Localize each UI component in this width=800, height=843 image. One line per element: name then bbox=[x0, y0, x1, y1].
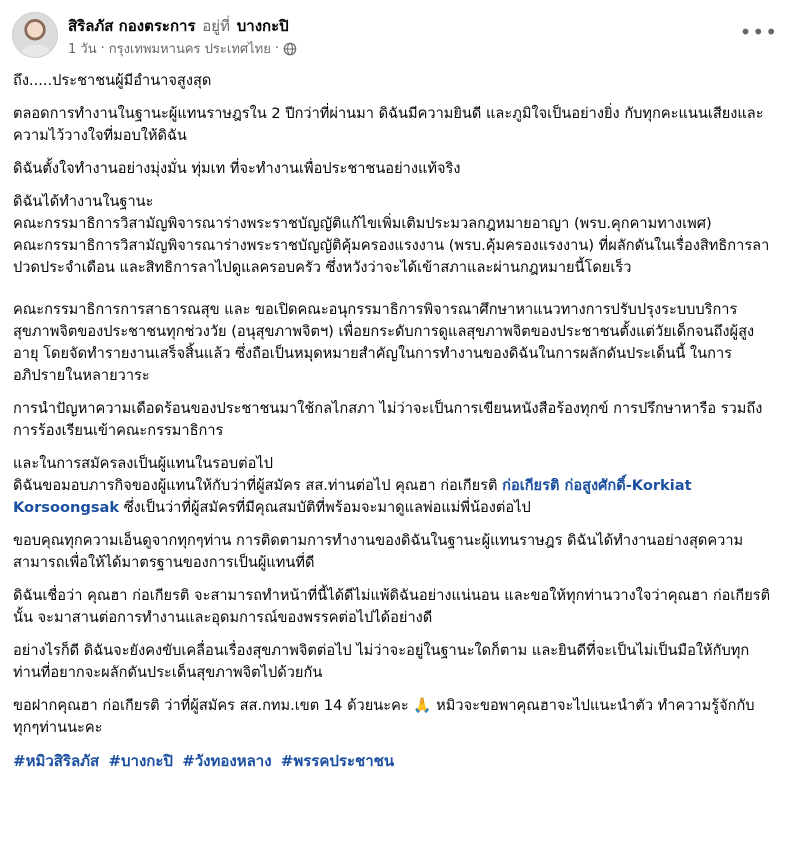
line: ซึ่งเป็นว่าที่ผู้สมัครที่มีคุณสมบัติที่พร้อมจะมาดูแลพ่อแม่พี่น้องต่อไป bbox=[119, 499, 531, 516]
paragraph bbox=[13, 191, 773, 279]
folded-hands-emoji: 🙏 bbox=[413, 697, 432, 714]
paragraph bbox=[13, 453, 773, 519]
line: คณะกรรมาธิการวิสามัญพิจารณาร่างพระราชบัญญัติคุ้มครองแรงงาน (พรบ.คุ้มครองแรงงาน) ที่ผลักดันในเรื่องสิทธิการลาปวดประจำเดือน และสิทธิการลาไปดูแลครอบครัว ซึ่งหวังว่าจะได้เข้าสภาและผ่านกฎหมายนี้โดยเร็ว bbox=[13, 237, 770, 276]
line: และในการสมัครลงเป็นผู้แทนในรอบต่อไป bbox=[13, 455, 273, 472]
separator-dot: · bbox=[100, 41, 105, 56]
tagged-page-link[interactable]: ก่อเกียรติ ก่อสูงศักดิ์-Korkiat Korsoongsak bbox=[13, 477, 692, 516]
hashtags bbox=[13, 750, 773, 772]
paragraph: ขอบคุณทุกความเอ็นดูจากทุกๆท่าน การติดตามการทำงานของดิฉันในฐานะผู้แทนราษฎร ดิฉันได้ทำงานอย่างสุดความสามารถเพื่อให้ได้มาตรฐานของการเป็นผู้แทนที่ดี bbox=[13, 532, 744, 571]
paragraph: ถึง.....ประชาชนผู้มีอำนาจสูงสุด bbox=[13, 72, 212, 89]
line: หมิวจะขอพาคุณฮาจะไปแนะนำตัว ทำความรู้จักกับทุกๆท่านนะคะ bbox=[13, 697, 755, 736]
paragraph bbox=[13, 695, 773, 739]
globe-icon[interactable] bbox=[283, 42, 297, 56]
line: คณะกรรมาธิการวิสามัญพิจารณาร่างพระราชบัญญัติแก้ไขเพิ่มเติมประมวลกฎหมายอาญา (พรบ.คุกคามทางเพศ) bbox=[13, 215, 712, 232]
hashtag-link[interactable]: #หมิวสิริลภัส bbox=[13, 752, 100, 770]
line: ดิฉันขอมอบภารกิจของผู้แทนให้กับว่าที่ผู้สมัคร สส.ท่านต่อไป คุณฮา ก่อเกียรติ bbox=[13, 477, 503, 494]
post-location[interactable]: กรุงเทพมหานคร ประเทศไทย bbox=[108, 42, 271, 57]
author-avatar[interactable] bbox=[12, 12, 58, 58]
hashtag-link[interactable]: #พรรคประชาชน bbox=[280, 752, 395, 770]
post-body bbox=[13, 70, 773, 772]
paragraph: ดิฉันตั้งใจทำงานอย่างมุ่งมั่น ทุ่มเท ที่จะทำงานเพื่อประชาชนอย่างแท้จริง bbox=[13, 160, 461, 177]
author-name[interactable]: สิริลภัส กองตระการ bbox=[68, 17, 196, 35]
paragraph: อย่างไรก็ดี ดิฉันจะยังคงขับเคลื่อนเรื่องสุขภาพจิตต่อไป ไม่ว่าจะอยู่ในฐานะใดก็ตาม และยินดีที่จะเป็นไม่เป็นมือให้กับทุกท่านที่อยากจะผลักดันประเด็นสุขภาพจิตไปด้วยกัน bbox=[13, 642, 750, 681]
author-line bbox=[68, 14, 289, 38]
line: ดิฉันได้ทำงานในฐานะ bbox=[13, 193, 154, 210]
paragraph: การนำปัญหาความเดือดร้อนของประชาชนมาใช้กลไกสภา ไม่ว่าจะเป็นการเขียนหนังสือร้องทุกข์ การปรึกษาหารือ รวมถึงการร้องเรียนเข้าคณะกรรมาธิการ bbox=[13, 400, 763, 439]
place-link[interactable]: บางกะปิ bbox=[236, 17, 289, 35]
post-header bbox=[12, 12, 788, 60]
hashtag-link[interactable]: #บางกะปิ bbox=[108, 752, 173, 770]
paragraph: คณะกรรมาธิการการสาธารณสุข และ ขอเปิดคณะอนุกรรมาธิการพิจารณาศึกษาหาแนวทางการปรับปรุงระบบบริการสุขภาพจิตของประชาชนทุกช่วงวัย (อนุสุขภาพจิตฯ) เพื่อยกระดับการดูแลสุขภาพจิตของประชาชนตั้งแต่วัยเด็กจนถึงผู้สูงอายุ โดยจัดทำรายงานเสร็จสิ้นแล้ว ซึ่งถือเป็นหมุดหมายสำคัญในการทำงานของดิฉันในการผลักดันประเด็นนี้ ในการอภิปรายในหลายวาระ bbox=[13, 301, 755, 384]
at-text: อยู่ที่ bbox=[202, 17, 230, 35]
hashtag-link[interactable]: #วังทองหลาง bbox=[182, 752, 272, 770]
paragraph: ดิฉันเชื่อว่า คุณฮา ก่อเกียรติ จะสามารถทำหน้าที่นี้ได้ดีไม่แพ้ดิฉันอย่างแน่นอน และขอให้ทุกท่านวางใจว่าคุณฮา ก่อเกียรตินั้น จะมาสานต่อการทำงานและอุดมการณ์ของพรรคต่อไปได้อย่างดี bbox=[13, 587, 771, 626]
more-options-icon[interactable]: ••• bbox=[739, 20, 778, 44]
separator-dot: · bbox=[274, 41, 280, 56]
paragraph: ตลอดการทำงานในฐานะผู้แทนราษฎรใน 2 ปีกว่าที่ผ่านมา ดิฉันมีความยินดี และภูมิใจเป็นอย่างยิ่ง กับทุกคะแนนเสียงและความไว้วางใจที่มอบให้ดิฉัน bbox=[13, 105, 764, 144]
post-time[interactable]: 1 วัน bbox=[68, 42, 97, 57]
post-meta bbox=[68, 38, 297, 59]
line: ขอฝากคุณฮา ก่อเกียรติ ว่าที่ผู้สมัคร สส.กทม.เขต 14 ด้วยนะคะ bbox=[13, 697, 414, 714]
